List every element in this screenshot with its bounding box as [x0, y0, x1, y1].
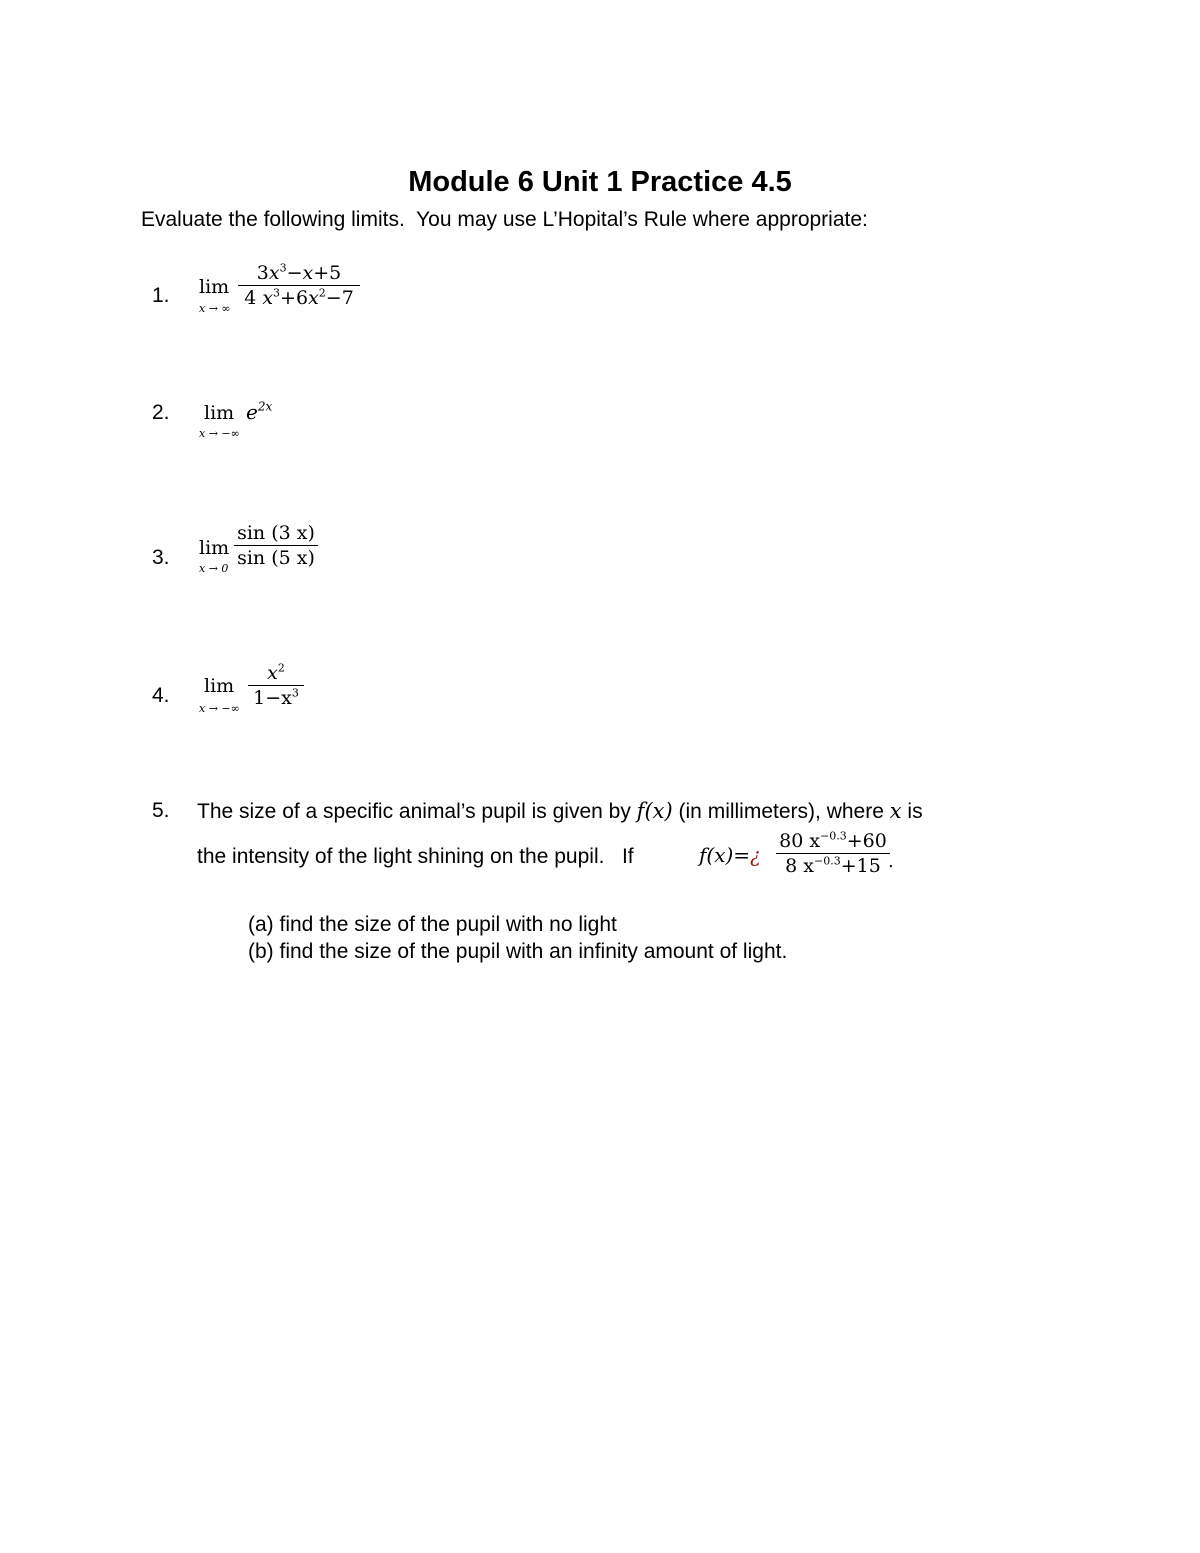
problem-1-lim: lim [199, 276, 230, 298]
problem-5-equation-lhs: f(x)=¿ [699, 843, 761, 867]
problem-4-denominator: $1-x^3$ [253, 686, 299, 709]
render-glyph: ¿ [750, 843, 761, 867]
problem-5-fraction [776, 829, 890, 878]
problem-5-part-b: (b) find the size of the pupil with an infinity amount of light. [248, 940, 788, 963]
problem-5-number: 5. [152, 799, 170, 822]
problem-4-number: 4. [152, 684, 170, 707]
problem-1-fraction [238, 261, 360, 310]
problem-3-denominator: sin (5 x) [237, 547, 315, 569]
page-title: Module 6 Unit 1 Practice 4.5 [408, 166, 792, 198]
problem-5-line-2: the intensity of the light shining on the pupil. If [197, 845, 640, 868]
problem-2-number: 2. [152, 401, 170, 424]
problem-3-numerator: sin (3 x) [237, 522, 315, 544]
problem-2-lim: lim [204, 402, 235, 424]
problem-1-denominator: 4 $x^3+6x^2-7$ [244, 286, 354, 309]
problem-2-expression: $e^{2x}$ [246, 399, 273, 424]
problem-3-fraction [234, 521, 318, 570]
problem-5-part-a: (a) find the size of the pupil with no light [248, 913, 617, 936]
problem-5-equation-end: . [888, 851, 894, 872]
instructions: Evaluate the following limits. You may use L’Hopital’s Rule where appropriate: [141, 208, 868, 231]
problem-3-limit-sub: x → 0 [199, 562, 229, 575]
problem-2-limit-sub: x → −∞ [199, 427, 240, 440]
problem-4-lim: lim [204, 675, 235, 697]
problem-5-line-1: The size of a specific animal’s pupil is given by f(x) (in millimeters), where x is [197, 799, 923, 823]
problem-1-numerator: $3x^3-x+5$ [256, 261, 342, 284]
fx-notation: f(x) [636, 799, 673, 823]
problem-3-number: 3. [152, 546, 170, 569]
problem-5-denominator: 8 $x^{-0.3}+15$ [785, 854, 881, 877]
problem-4-numerator: $x^2$ [267, 661, 285, 684]
problem-5-numerator: 80 $x^{-0.3}+60$ [779, 829, 887, 852]
problem-3-lim: lim [199, 537, 230, 559]
problem-1-number: 1. [152, 284, 170, 307]
problem-1-limit-sub: x → ∞ [199, 302, 231, 315]
problem-4-fraction [248, 661, 304, 710]
problem-4-limit-sub: x → −∞ [199, 702, 240, 715]
